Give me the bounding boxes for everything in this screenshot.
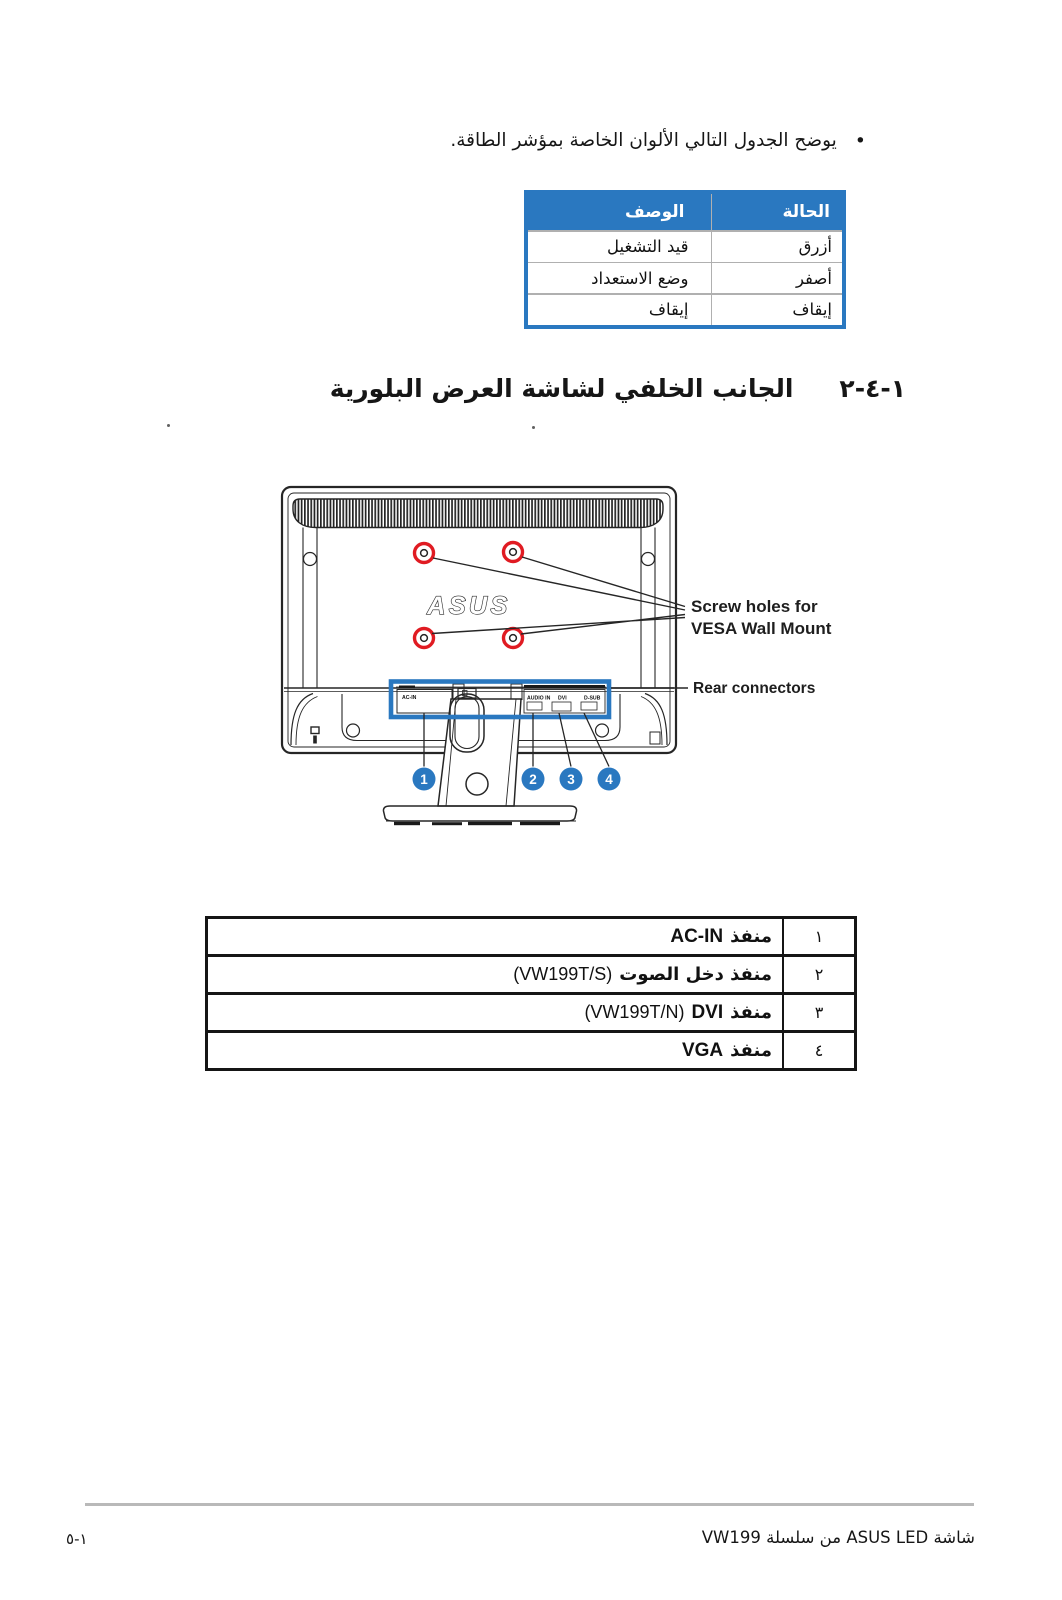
audio-in-port-label: AUDIO IN xyxy=(527,695,551,702)
vesa-screw-hole xyxy=(504,543,523,562)
asus-logo: ASUS xyxy=(427,592,511,620)
bullet-marker: • xyxy=(854,130,866,152)
vesa-screw-hole xyxy=(415,629,434,648)
power-table-cell-status: أصفر xyxy=(712,263,842,293)
ac-in-port-label: AC-IN xyxy=(402,695,417,701)
footer-page-number: ١-٥ xyxy=(66,1530,88,1548)
port-label-model: (VW199T/S) xyxy=(513,964,613,984)
bezel-screw-hole xyxy=(642,553,655,566)
callout-4 xyxy=(598,768,621,791)
port-label-latin: VGA xyxy=(681,1039,724,1061)
monitor-stand xyxy=(383,689,576,826)
power-indicator-table xyxy=(524,190,846,329)
footer-divider xyxy=(85,1503,974,1506)
kensington-lock-icon xyxy=(311,727,319,744)
scan-artifact-dot xyxy=(167,424,170,427)
port-label-arabic: منفذ xyxy=(730,1040,772,1061)
bullet-text: يوضح الجدول التالي الألوان الخاصة بمؤشر الطاقة. xyxy=(450,130,837,151)
vesa-screw-hole xyxy=(504,629,523,648)
callout-3-number: 3 xyxy=(567,772,575,787)
port-row-number: ١ xyxy=(782,919,854,957)
section-number: ١-٤-٢ xyxy=(839,374,906,403)
port-row-number: ٣ xyxy=(782,995,854,1033)
port-row-label xyxy=(208,1033,782,1068)
callout-1-number: 1 xyxy=(420,772,428,787)
port-row-number: ٢ xyxy=(782,957,854,995)
bezel-screw-hole xyxy=(304,553,317,566)
stand-base xyxy=(383,806,576,821)
port-label-model: (VW199T/N) xyxy=(584,1002,685,1022)
rear-connectors-label: Rear connectors xyxy=(693,680,816,697)
dvi-port-label: DVI xyxy=(558,695,567,702)
port-row-label xyxy=(208,957,782,995)
callout-4-number: 4 xyxy=(605,772,613,787)
port-label-latin: AC-IN xyxy=(670,925,724,947)
d-sub-port-label: D-SUB xyxy=(584,695,601,702)
power-table-header-description: الوصف xyxy=(528,194,711,230)
band-screw-hole xyxy=(347,724,360,737)
port-label-arabic: منفذ xyxy=(730,926,772,947)
port-label-arabic: منفذ دخل الصوت xyxy=(619,964,772,985)
port-label-latin: DVI xyxy=(691,1001,724,1023)
bullet-paragraph xyxy=(450,128,866,154)
power-table-cell-description: قيد التشغيل xyxy=(528,232,711,262)
power-table-cell-description: إيقاف xyxy=(528,295,711,325)
screw-holes-label-line1: Screw holes for xyxy=(691,597,818,616)
screw-holes-label-line2: VESA Wall Mount xyxy=(691,619,832,638)
callout-2-number: 2 xyxy=(529,772,537,787)
port-row-label xyxy=(208,995,782,1033)
port-row-label xyxy=(208,919,782,957)
port-label-arabic: منفذ xyxy=(730,1002,772,1023)
vesa-screw-hole xyxy=(415,544,434,563)
vent-grill xyxy=(293,499,663,528)
footer-document-title: شاشة ASUS LED من سلسلة VW199 xyxy=(701,1528,975,1547)
power-table-cell-status: إيقاف xyxy=(712,295,842,325)
power-table-cell-status: أزرق xyxy=(712,232,842,262)
section-heading xyxy=(330,372,906,406)
callout-1 xyxy=(413,768,436,791)
port-row-number: ٤ xyxy=(782,1033,854,1068)
monitor-rear-diagram xyxy=(255,468,880,840)
callout-2 xyxy=(522,768,545,791)
rear-ports-table xyxy=(205,916,857,1071)
section-title: الجانب الخلفي لشاشة العرض البلورية xyxy=(329,374,794,403)
power-table-cell-description: وضع الاستعداد xyxy=(528,263,711,293)
callout-3 xyxy=(560,768,583,791)
band-screw-hole xyxy=(596,724,609,737)
scan-artifact-dot xyxy=(532,426,535,429)
power-table-header-status: الحالة xyxy=(712,194,842,230)
